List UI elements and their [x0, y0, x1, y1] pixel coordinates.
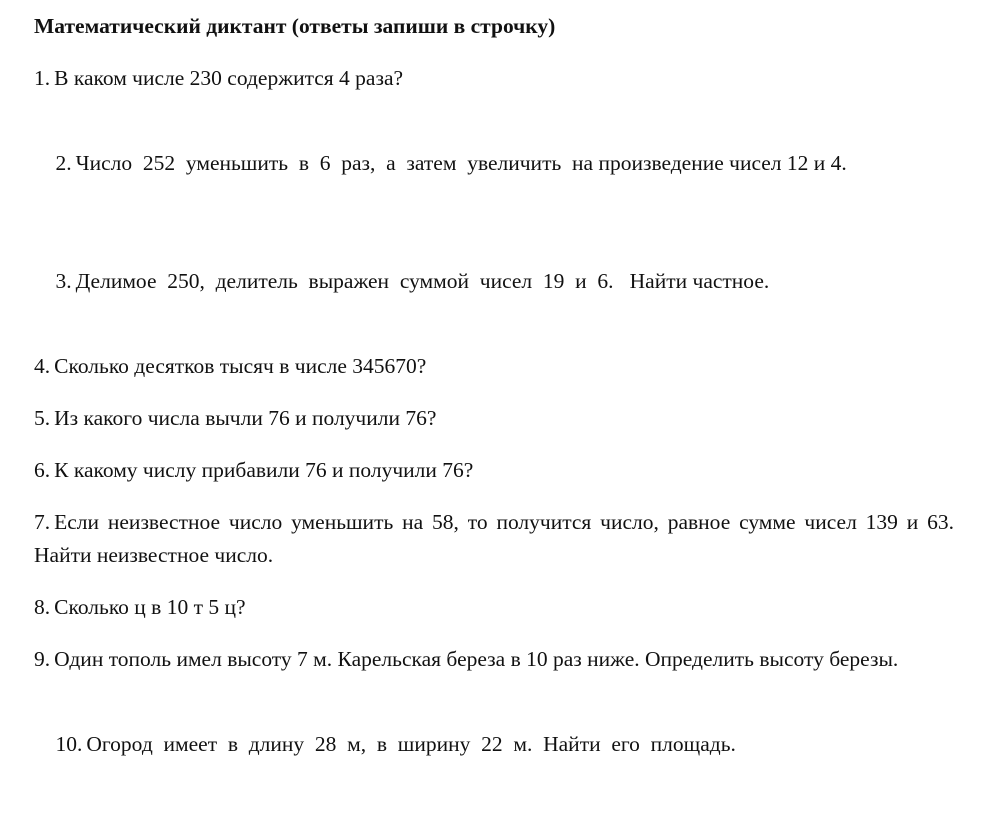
question-number: 8.: [34, 595, 51, 619]
worksheet-title: Математический диктант (ответы запиши в строчку): [34, 14, 556, 38]
question-text: Из какого числа вычли 76 и получили 76?: [54, 406, 437, 430]
question-1: [34, 62, 954, 95]
question-9: [34, 643, 954, 676]
question-text: В каком числе 230 содержится 4 раза?: [54, 66, 404, 90]
question-text: Делимое 250, делитель выражен суммой чисел 19 и 6. Найти частное.: [75, 269, 770, 293]
question-8: [34, 591, 954, 624]
worksheet-page: [34, 12, 954, 813]
question-text: Сколько десятков тысяч в числе 345670?: [54, 354, 427, 378]
question-number: 1.: [34, 66, 51, 90]
question-number: 3.: [55, 269, 72, 293]
question-3: [34, 232, 954, 331]
question-number: 6.: [34, 458, 51, 482]
question-6: [34, 454, 954, 487]
question-7: [34, 506, 954, 572]
question-2: [34, 114, 954, 213]
question-text: Число 252 уменьшить в 6 раз, а затем увеличить на произведение чисел 12 и 4.: [75, 151, 847, 175]
question-number: 5.: [34, 406, 51, 430]
question-text: Один тополь имел высоту 7 м. Карельская береза в 10 раз ниже. Определить высоту березы.: [54, 647, 899, 671]
question-10: [34, 695, 954, 794]
question-number: 9.: [34, 647, 51, 671]
question-text: К какому числу прибавили 76 и получили 76?: [54, 458, 474, 482]
question-text: Огород имеет в длину 28 м, в ширину 22 м. Найти его площадь.: [86, 732, 736, 756]
question-5: [34, 402, 954, 435]
question-text: Сколько ц в 10 т 5 ц?: [54, 595, 246, 619]
question-number: 4.: [34, 354, 51, 378]
question-4: [34, 350, 954, 383]
question-number: 7.: [34, 510, 51, 534]
question-text: Если неизвестное число уменьшить на 58, то получится число, равное сумме чисел 139 и 63. Найти неизвестное число.: [34, 510, 954, 567]
question-number: 10.: [55, 732, 83, 756]
question-number: 2.: [55, 151, 72, 175]
